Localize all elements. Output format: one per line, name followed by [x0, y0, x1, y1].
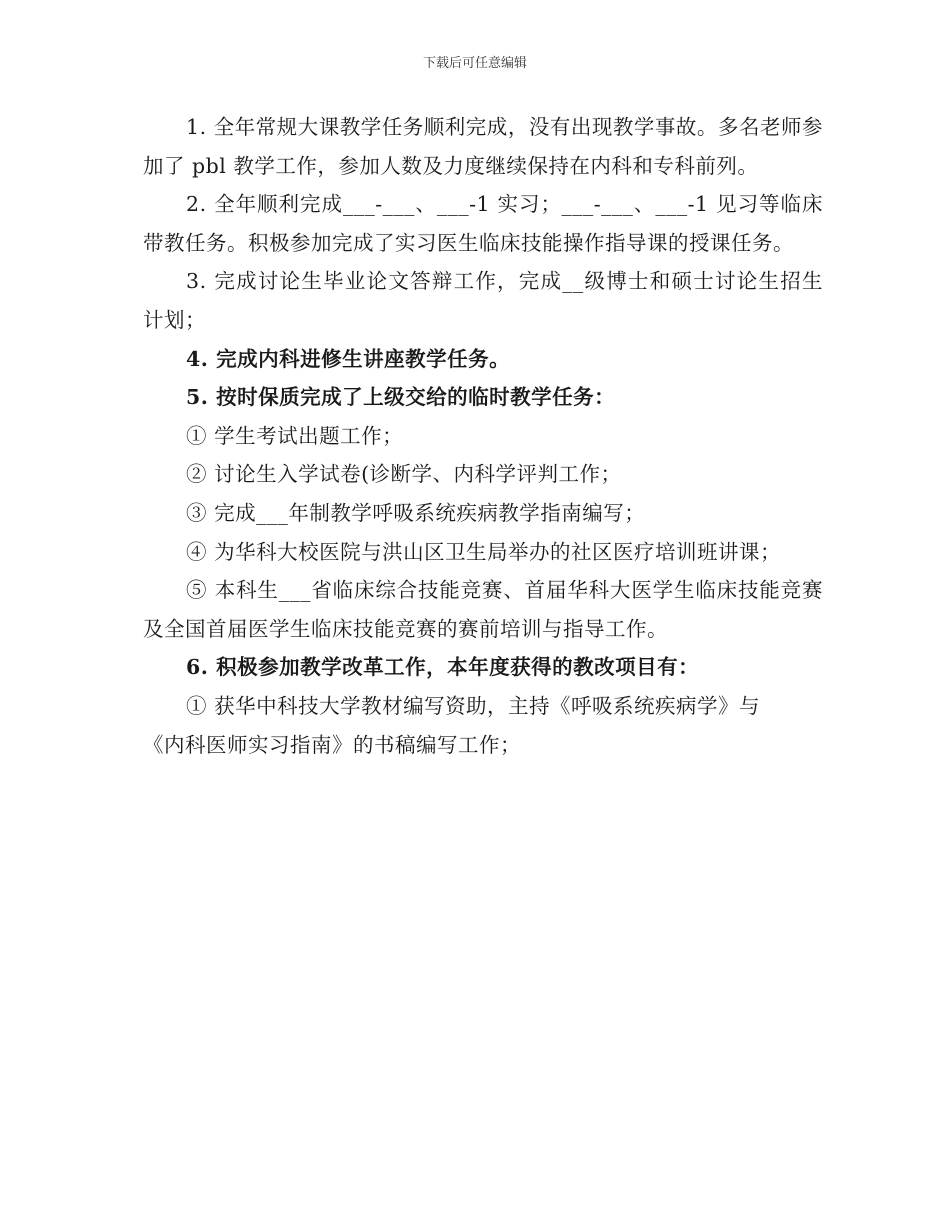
- paragraph: 4. 完成内科进修生讲座教学任务。: [186, 346, 511, 371]
- paragraph: 3. 完成讨论生毕业论文答辩工作，完成__级博士和硕士讨论生招生计划；: [143, 269, 823, 332]
- paragraph: ④ 为华科大校医院与洪山区卫生局举办的社区医疗培训班讲课；: [186, 539, 782, 564]
- header-note: 下载后可任意编辑: [422, 56, 527, 71]
- document-body: [143, 108, 823, 764]
- paragraph: 2. 全年顺利完成___-___、___-1 实习；___-___、___-1 见习等临床带教任务。积极参加完成了实习医生临床技能操作指导课的授课任务。: [143, 192, 823, 255]
- paragraph: ① 获华中科技大学教材编写资助，主持《呼吸系统疾病学》与: [186, 693, 761, 718]
- paragraph: ① 学生考试出题工作；: [186, 423, 404, 448]
- paragraph: 5. 按时保质完成了上级交给的临时教学任务：: [186, 385, 616, 410]
- paragraph: ② 讨论生入学试卷(诊断学、内科学评判工作；: [186, 462, 622, 487]
- paragraph: 《内科医师实习指南》的书稿编写工作；: [143, 732, 521, 757]
- paragraph: 1. 全年常规大课教学任务顺利完成，没有出现教学事故。多名老师参加了 pbl 教学工作，参加人数及力度继续保持在内科和专科前列。: [143, 115, 823, 178]
- paragraph: ③ 完成___年制教学呼吸系统疾病教学指南编写；: [186, 500, 646, 525]
- paragraph: 6. 积极参加教学改革工作，本年度获得的教改项目有：: [186, 655, 700, 680]
- paragraph: ⑤ 本科生___省临床综合技能竞赛、首届华科大医学生临床技能竞赛及全国首届医学生临床技能竞赛的赛前培训与指导工作。: [143, 578, 823, 641]
